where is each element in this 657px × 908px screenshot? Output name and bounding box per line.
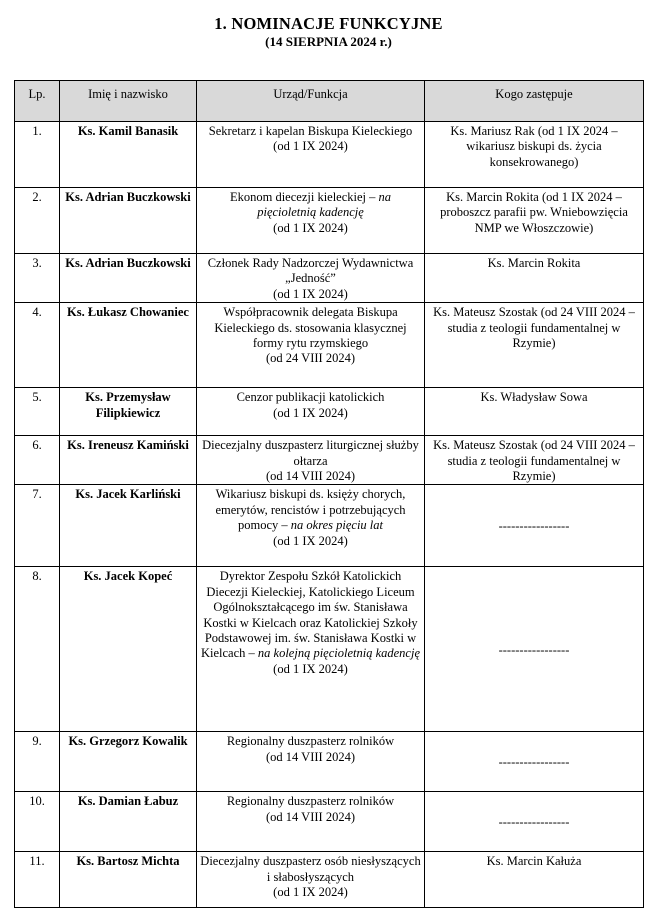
person-name: Ks. Łukasz Chowaniec (60, 303, 197, 388)
function-cell (197, 254, 425, 303)
function-text: (od 1 IX 2024) (273, 661, 348, 676)
replaces-cell: Ks. Władysław Sowa (425, 388, 644, 436)
function-cell (197, 485, 425, 567)
function-cell (197, 303, 425, 388)
table-row (15, 303, 644, 388)
function-cell (197, 567, 425, 732)
row-number: 8. (15, 567, 60, 732)
function-cell (197, 732, 425, 792)
person-name: Ks. Bartosz Michta (60, 852, 197, 908)
function-text: Wikariusz biskupi ds. księży chorych, emerytów, rencistów i potrzebujących pomocy – (215, 487, 406, 533)
function-text: Ekonom diecezji kieleckiej – (229, 190, 379, 204)
function-text: Diecezjalny duszpasterz osób niesłyszących i słabosłyszących (200, 854, 421, 884)
row-number: 7. (15, 485, 60, 567)
row-number: 6. (15, 436, 60, 485)
function-cell (197, 792, 425, 852)
person-name: Ks. Damian Łabuz (60, 792, 197, 852)
row-number: 3. (15, 254, 60, 303)
function-text: (od 1 IX 2024) (273, 405, 348, 420)
function-text: (od 24 VIII 2024) (266, 351, 355, 366)
table-row (15, 485, 644, 567)
table-row (15, 792, 644, 852)
replaces-cell: ----------------- (425, 567, 644, 732)
replaces-cell: Ks. Mateusz Szostak (od 24 VIII 2024 – studia z teologii fundamentalnej w Rzymie) (425, 303, 644, 388)
nominations-table (14, 80, 644, 908)
person-name: Ks. Przemysław Filipkiewicz (60, 388, 197, 436)
document-subtitle: (14 SIERPNIA 2024 r.) (265, 34, 392, 49)
replaces-cell: Ks. Marcin Rokita (od 1 IX 2024 – proboszcz parafii pw. Wniebowzięcia NMP we Włoszczowie) (425, 188, 644, 254)
table-row (15, 436, 644, 485)
header-replaces: Kogo zastępuje (425, 81, 644, 122)
function-text: (od 1 IX 2024) (273, 885, 348, 900)
table-row (15, 388, 644, 436)
function-text: (od 1 IX 2024) (273, 286, 348, 301)
function-term-note: na kolejną pięcioletnią kadencję (257, 646, 420, 661)
table-row (15, 254, 644, 303)
replaces-cell: Ks. Marcin Rokita (425, 254, 644, 303)
table-row (15, 567, 644, 732)
function-text: (od 1 IX 2024) (273, 139, 348, 154)
table-row (15, 122, 644, 188)
function-text: (od 14 VIII 2024) (266, 749, 355, 764)
table-row (15, 732, 644, 792)
function-text: Członek Rady Nadzorczej Wydawnictwa „Jedność” (207, 256, 414, 286)
function-cell (197, 852, 425, 908)
row-number: 10. (15, 792, 60, 852)
person-name: Ks. Jacek Karliński (60, 485, 197, 567)
person-name: Ks. Kamil Banasik (60, 122, 197, 188)
function-text: (od 14 VIII 2024) (266, 809, 355, 824)
function-text: Regionalny duszpasterz rolników (226, 734, 395, 749)
replaces-cell: Ks. Mateusz Szostak (od 24 VIII 2024 – studia z teologii fundamentalnej w Rzymie) (425, 436, 644, 485)
function-text: (od 1 IX 2024) (273, 220, 348, 235)
function-text: Sekretarz i kapelan Biskupa Kieleckiego (208, 124, 413, 138)
function-text: Cenzor publikacji katolickich (236, 390, 385, 405)
row-number: 9. (15, 732, 60, 792)
table-row (15, 852, 644, 908)
person-name: Ks. Adrian Buczkowski (60, 188, 197, 254)
person-name: Ks. Ireneusz Kamiński (60, 436, 197, 485)
function-cell (197, 122, 425, 188)
document-title: 1. NOMINACJE FUNKCYJNE (214, 14, 443, 33)
header-name: Imię i nazwisko (60, 81, 197, 122)
function-text: Regionalny duszpasterz rolników (226, 794, 395, 809)
table-header-row (15, 81, 644, 122)
person-name: Ks. Jacek Kopeć (60, 567, 197, 732)
row-number: 11. (15, 852, 60, 908)
header-lp: Lp. (15, 81, 60, 122)
function-text: Dyrektor Zespołu Szkół Katolickich Diecezji Kieleckiej, Katolickiego Liceum Ogólnokształcącego im św. Stanisława Kostki w Kielcach oraz Katolickiej Szkoły Podstawowej im. św. Stanisława Kostki w Kielcach – (200, 569, 418, 661)
replaces-cell: Ks. Marcin Kałuża (425, 852, 644, 908)
function-cell (197, 388, 425, 436)
function-term-note: na okres pięciu lat (290, 518, 383, 533)
table-row (15, 188, 644, 254)
replaces-cell: ----------------- (425, 485, 644, 567)
function-cell (197, 436, 425, 485)
replaces-cell: ----------------- (425, 732, 644, 792)
function-term-note: na pięcioletnią kadencję (257, 190, 392, 220)
row-number: 5. (15, 388, 60, 436)
function-text: Diecezjalny duszpasterz liturgicznej służby ołtarza (202, 438, 419, 468)
function-text: (od 1 IX 2024) (273, 533, 348, 548)
row-number: 2. (15, 188, 60, 254)
function-text: (od 14 VIII 2024) (266, 469, 355, 484)
row-number: 4. (15, 303, 60, 388)
row-number: 1. (15, 122, 60, 188)
replaces-cell: ----------------- (425, 792, 644, 852)
replaces-cell: Ks. Mariusz Rak (od 1 IX 2024 – wikariusz biskupi ds. życia konsekrowanego) (425, 122, 644, 188)
function-cell (197, 188, 425, 254)
person-name: Ks. Adrian Buczkowski (60, 254, 197, 303)
function-text: Współpracownik delegata Biskupa Kieleckiego ds. stosowania klasycznej formy rytu rzymskiego (214, 305, 407, 351)
person-name: Ks. Grzegorz Kowalik (60, 732, 197, 792)
header-function: Urząd/Funkcja (197, 81, 425, 122)
